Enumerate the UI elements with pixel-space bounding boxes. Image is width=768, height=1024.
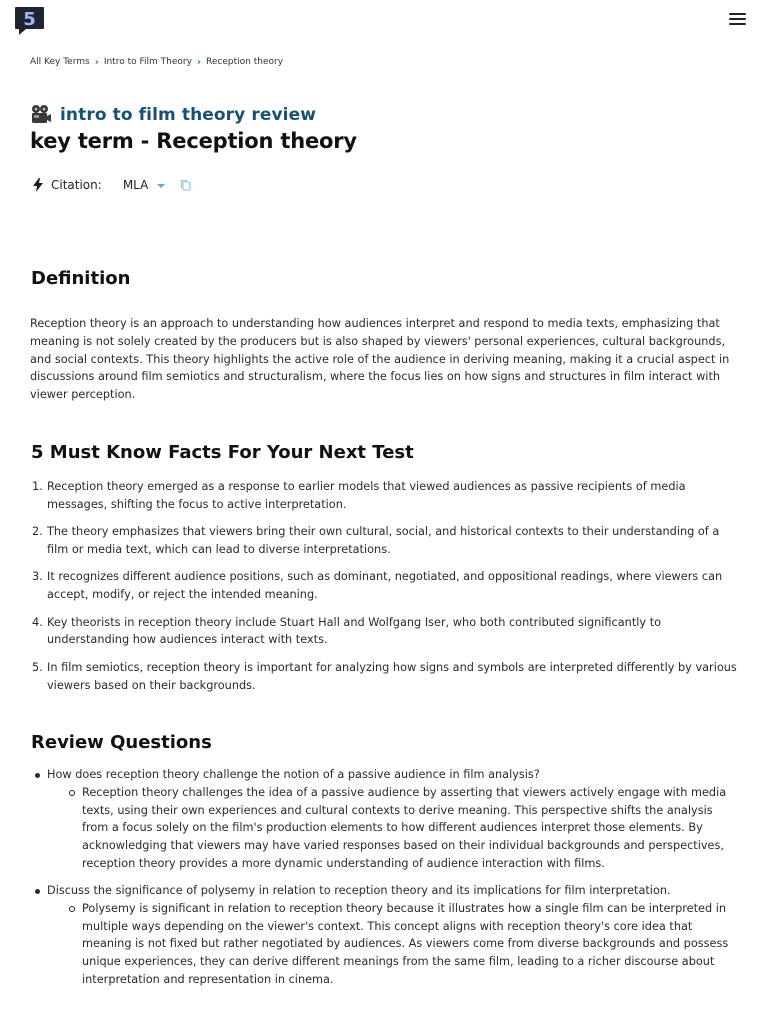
- breadcrumb: [30, 57, 283, 67]
- definition-heading-text: Definition: [31, 268, 131, 289]
- lightning-bolt-icon: [32, 178, 44, 192]
- unit-title-link[interactable]: intro to film theory review: [60, 105, 317, 125]
- fact-text: The theory emphasizes that viewers bring their own cultural, social, and historical contexts to their understanding of a film or media text, which can lead to diverse interpretations.: [47, 525, 720, 556]
- review-answer: Polysemy is significant in relation to reception theory because it illustrates how a single film can be interpreted in multiple ways depending on the viewer's context. This concept aligns with reception theory's core idea that meaning is not fixed but rather negotiated by audiences. As viewers come from diverse backgrounds and possess unique experiences, they can derive different meanings from the same film, leading to a richer discourse about interpretation and representation in cinema.: [30, 900, 740, 989]
- fact-text: In film semiotics, reception theory is important for analyzing how signs and symbols are interpreted differently by various viewers based on their backgrounds.: [47, 660, 737, 692]
- list-item: 3. It recognizes different audience positions, such as dominant, negotiated, and oppositional readings, where viewers can accept, modify, or reject the intended meaning.: [32, 570, 723, 602]
- chevron-right-icon: ›: [94, 56, 99, 68]
- list-item: 4. Key theorists in reception theory include Stuart Hall and Wolfgang Iser, who both contributed significantly to understanding how audiences interact with texts.: [32, 615, 662, 647]
- definition-heading: [30, 268, 131, 292]
- citation-format-select[interactable]: MLA: [122, 178, 149, 192]
- review-questions-heading: [30, 732, 213, 756]
- breadcrumb-intro-to-film-theory[interactable]: Intro to Film Theory: [103, 57, 192, 67]
- review-question: Discuss the significance of polysemy in relation to reception theory and its implications for film interpretation.: [30, 882, 740, 900]
- review-answer: Reception theory challenges the idea of a passive audience by asserting that viewers actively engage with media texts, using their own experiences and cultural contexts to derive meaning. This perspective shifts the analysis from a focus solely on the film's production elements to how different audiences interpret those elements. By acknowledging that viewers may have varied responses based on their individual backgrounds and perspectives, reception theory provides a more dynamic understanding of audience interaction with films.: [30, 784, 740, 873]
- citation-label: Citation:: [51, 178, 102, 192]
- breadcrumb-reception-theory[interactable]: Reception theory: [206, 57, 284, 67]
- fact-text: Key theorists in reception theory include Stuart Hall and Wolfgang Iser, who both contributed significantly to understanding how audiences interact with texts.: [47, 615, 662, 647]
- definition-text: Reception theory is an approach to understanding how audiences interpret and respond to media texts, emphasizing that meaning is not solely created by the producers but is also shaped by viewers' personal experiences, cultural backgrounds, and social contexts. This theory highlights the active role of the audience in deriving meaning, making it a crucial aspect in discussions around film semiotics and structuralism, where the focus lies on how signs and structures in film interact with viewer perception.: [30, 317, 730, 402]
- review-question: How does reception theory challenge the notion of a passive audience in film analysis?: [30, 766, 740, 784]
- top-bar: [0, 0, 768, 40]
- hamburger-icon[interactable]: [729, 13, 746, 26]
- film-camera-icon: [30, 104, 52, 126]
- chevron-down-icon[interactable]: [157, 184, 165, 188]
- list-item: 5. In film semiotics, reception theory is important for analyzing how signs and symbols are interpreted differently by various viewers based on their backgrounds.: [32, 660, 737, 692]
- page-title: key term - Reception theory: [30, 129, 357, 153]
- facts-heading: [30, 442, 415, 466]
- review-question-item: [30, 766, 740, 873]
- facts-heading-text: 5 Must Know Facts For Your Next Test: [31, 442, 414, 463]
- review-question-item: [30, 882, 740, 989]
- logo-text: 5: [23, 9, 36, 30]
- fact-text: Reception theory emerged as a response to earlier models that viewed audiences as passive recipients of media messages, shifting the focus to active interpretation.: [47, 480, 686, 511]
- unit-heading: [30, 104, 316, 126]
- chevron-right-icon: ›: [196, 56, 202, 68]
- list-item: 1. Reception theory emerged as a response to earlier models that viewed audiences as passive recipients of media messages, shifting the focus to active interpretation.: [32, 480, 686, 511]
- list-item: 2. The theory emphasizes that viewers bring their own cultural, social, and historical contexts to their understanding of a film or media text, which can lead to diverse interpretations.: [32, 525, 720, 556]
- fact-text: It recognizes different audience positions, such as dominant, negotiated, and oppositional readings, where viewers can accept, modify, or reject the intended meaning.: [47, 570, 723, 602]
- breadcrumb-all-key-terms[interactable]: All Key Terms: [30, 57, 90, 67]
- review-heading-text: Review Questions: [31, 732, 212, 753]
- facts-list: [30, 478, 740, 704]
- citation-row: [32, 178, 191, 192]
- fiveable-logo-icon[interactable]: [14, 6, 45, 36]
- copy-icon[interactable]: [180, 179, 191, 191]
